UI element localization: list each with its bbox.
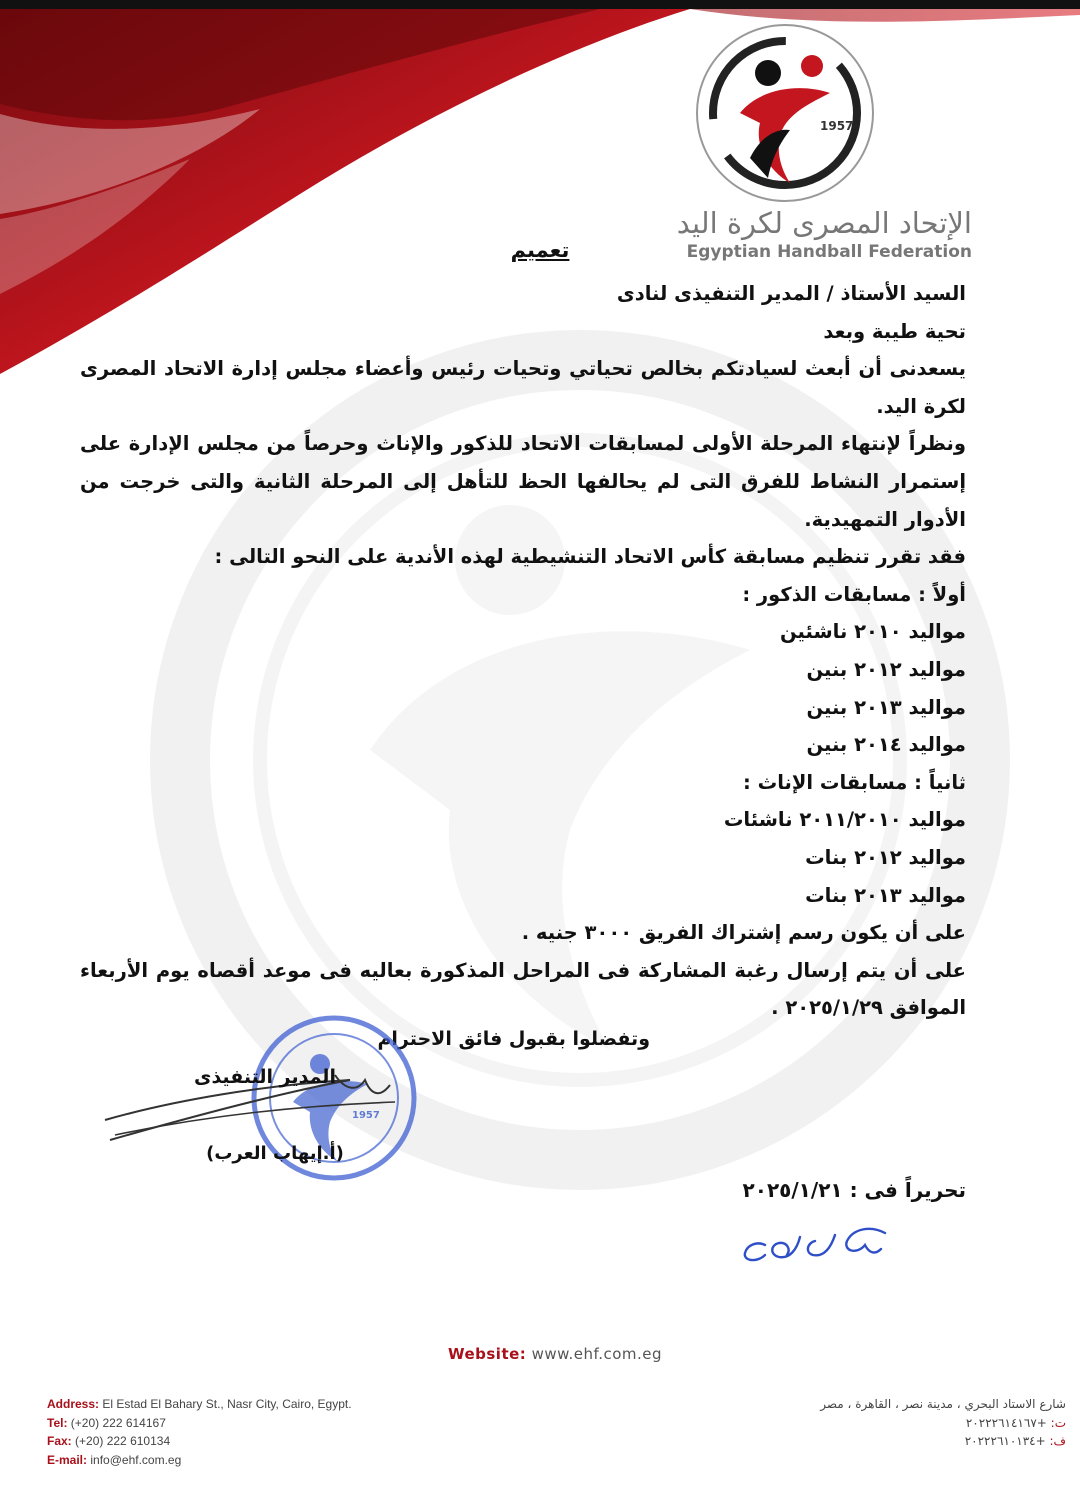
letter-body	[80, 275, 966, 1027]
document-title: تعميم	[510, 238, 570, 262]
top-border	[0, 0, 1080, 9]
list-item: مواليد ٢٠١٢ بنات	[805, 845, 966, 869]
female-section-heading: ثانياً : مسابقات الإناث :	[743, 770, 966, 794]
contact-en	[47, 1395, 427, 1469]
address-ar: شارع الاستاد البحري ، مدينة نصر ، القاهرة ، مصر	[820, 1397, 1066, 1411]
website-url: www.ehf.com.eg	[531, 1345, 663, 1363]
tel-value: (+20) 222 614167	[70, 1415, 166, 1430]
contact-ar	[700, 1395, 1066, 1451]
tel-ar-value: +٢٠٢٢٢٦١٤١٦٧	[965, 1415, 1047, 1430]
handwritten-initials	[735, 1215, 895, 1267]
context-paragraph: ونظراً لإنتهاء المرحلة الأولى لمسابقات الاتحاد للذكور والإناث وحرصاً من مجلس الإدارة على إستمرار النشاط للفرق التى لم يحالفها الحظ للتأهل إلى المرحلة الثانية والتى خرجت من الأدوار التمهيدية.	[80, 432, 966, 531]
website-label: Website:	[447, 1345, 527, 1363]
tel-label: Tel:	[47, 1415, 68, 1430]
website-line	[0, 1345, 1080, 1363]
federation-name-ar: الإتحاد المصرى لكرة اليد	[676, 206, 972, 240]
intro-paragraph: يسعدنى أن أبعث لسيادتكم بخالص تحياتي وتحيات رئيس وأعضاء مجلس إدارة الاتحاد المصرى لكرة اليد.	[80, 357, 966, 418]
tel-ar-label: ت:	[1050, 1415, 1066, 1430]
fax-ar-label: ف:	[1049, 1434, 1066, 1448]
address-label: Address:	[47, 1397, 100, 1411]
email-label: E-mail:	[47, 1452, 88, 1467]
list-item: مواليد ٢٠١٣ بنات	[805, 883, 966, 907]
svg-text:1957: 1957	[352, 1110, 380, 1121]
address-value: El Estad El Bahary St., Nasr City, Cairo, Egypt.	[102, 1397, 352, 1411]
fax-ar-value: +٢٠٢٢٢٦١٠١٣٤	[964, 1434, 1046, 1448]
issue-date: تحريراً فى : ٢٠٢٥/١/٢١	[742, 1178, 966, 1202]
decision-line: فقد تقرر تنظيم مسابقة كأس الاتحاد التنشيطية لهذه الأندية على النحو التالى :	[214, 545, 966, 569]
list-item: مواليد ٢٠١٤ بنين	[806, 733, 966, 757]
signatory-title: المدير التنفيذى	[194, 1066, 336, 1088]
email-value: info@ehf.com.eg	[90, 1452, 182, 1467]
fee-line: على أن يكون رسم إشتراك الفريق ٣٠٠٠ جنيه .	[521, 921, 966, 945]
deadline-paragraph: على أن يتم إرسال رغبة المشاركة فى المراحل المذكورة بعاليه فى موعد أقصاه يوم الأربعاء الموافق ٢٠٢٥/١/٢٩ .	[80, 958, 966, 1020]
list-item: مواليد ٢٠١١/٢٠١٠ ناشئات	[723, 808, 966, 832]
list-item: مواليد ٢٠١٢ بنين	[806, 657, 966, 681]
list-item: مواليد ٢٠١٠ ناشئين	[779, 620, 966, 644]
list-item: مواليد ٢٠١٣ بنين	[806, 695, 966, 719]
federation-name-en: Egyptian Handball Federation	[686, 242, 972, 262]
greeting-line: تحية طيبة وبعد	[823, 319, 966, 343]
signatory-name: (أ.إيهاب العرب)	[206, 1143, 344, 1164]
male-section-heading: أولاً : مسابقات الذكور :	[742, 582, 966, 606]
fax-value: (+20) 222 610134	[75, 1434, 171, 1448]
federation-logo	[690, 18, 880, 208]
closing-line: وتفضلوا بقبول فائق الاحترام	[377, 1028, 650, 1050]
logo-year: 1957	[820, 119, 854, 133]
addressee-line: السيد الأستاذ / المدير التنفيذى لنادى	[616, 282, 966, 305]
fax-label: Fax:	[47, 1434, 72, 1448]
